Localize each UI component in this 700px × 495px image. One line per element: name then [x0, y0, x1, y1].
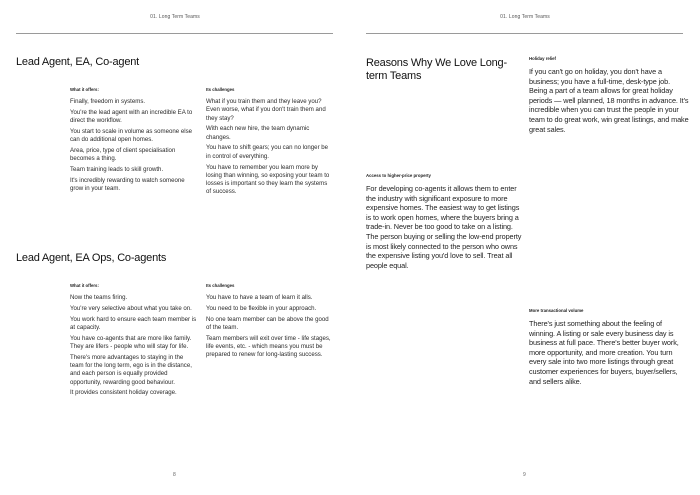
- running-head: 01. Long Term Teams: [500, 14, 550, 20]
- header-divider: [16, 33, 333, 34]
- reason-text: For developing co-agents it allows them to enter the industry with significant exposure to more expensive homes. The easiest way to get listings is to work open homes, where the buyers bring a trade-in. Never be too good to take on a listing. The person buying or selling the low-end property is most likely connected to the person who owns the expensive listing you'd love to sell. Treat all people equal.: [366, 184, 522, 270]
- challenge-item: You have to remember you learn more by losing than winning, so exposing your team to losses is important so they learn the systems of success.: [206, 163, 330, 196]
- challenge-item: You need to be flexible in your approach.: [206, 304, 317, 312]
- challenges-label: Its challenges: [206, 283, 235, 288]
- reason-transactional-volume: [529, 308, 687, 386]
- offers-label: What it offers:: [70, 87, 99, 92]
- reason-label: Holiday relief: [529, 56, 556, 61]
- reason-text: There's just something about the feeling of winning. A listing or sale every business day is business at full pace. There's better buyer work, more opportunity, and more creation. You turn every sale into two more listings through great customer experiences for buyers, buyer/sellers, and sellers alike.: [529, 319, 679, 386]
- offer-item: There's more advantages to staying in the team for the long term, ego is in the distance, and each person is equally provided opportunity, rewarding good behaviour.: [70, 353, 192, 386]
- reason-holiday-relief: [529, 56, 689, 134]
- reason-label: Access to higher-price property: [366, 173, 431, 178]
- header-divider: [366, 33, 683, 34]
- challenge-item: With each new hire, the team dynamic changes.: [206, 125, 310, 141]
- challenges-column: [206, 87, 334, 199]
- challenges-column: [206, 283, 334, 362]
- offers-column: [70, 87, 198, 196]
- page-number: 8: [173, 472, 176, 478]
- running-head: 01. Long Term Teams: [150, 14, 200, 20]
- challenge-item: No one team member can be above the good of the team.: [206, 315, 329, 331]
- offer-item: You start to scale in volume as someone else can do additional open homes.: [70, 127, 193, 144]
- offer-item: It provides consistent holiday coverage.: [70, 389, 177, 397]
- section-title-lead-agent-ea-coagent: Lead Agent, EA, Co-agent: [16, 56, 140, 68]
- offer-item: Area, price, type of client specialisation becomes a thing.: [70, 146, 176, 163]
- offer-item: You work hard to ensure each team member is at capacity.: [70, 315, 197, 331]
- reason-text: If you can't go on holiday, you don't have a business; you have a full-time, desk-type job. Being a part of a team allows for great holiday periods — well planned, 18 months in advance. It's incredible when you can trust the people in your team to do great work, win great listings, and make great sales.: [529, 67, 689, 134]
- challenge-item: Team members will exit over time - life stages, life events, etc. - which means you must be prepared to renew for long-lasting success.: [206, 334, 331, 359]
- offer-item: Now the teams firing.: [70, 294, 128, 301]
- challenge-item: You have to shift gears; you can no longer be in control of everything.: [206, 144, 329, 160]
- section-title-lead-agent-ea-ops-coagents: Lead Agent, EA Ops, Co-agents: [16, 252, 167, 264]
- page-title: Reasons Why We Love Long-term Teams: [366, 57, 507, 82]
- page-number: 9: [523, 472, 526, 478]
- offer-item: You're very selective about what you take on.: [70, 304, 192, 312]
- challenges-label: Its challenges: [206, 87, 235, 92]
- challenge-item: What if you train them and they leave you? Even worse, what if you don't train them and they stay?: [206, 98, 326, 122]
- offer-item: Finally, freedom in systems.: [70, 98, 146, 105]
- challenge-item: You have to have a team of learn it alls.: [206, 294, 313, 301]
- offer-item: It's incredibly rewarding to watch someone grow in your team.: [70, 176, 185, 193]
- offer-item: You're the lead agent with an incredible EA to direct the workflow.: [70, 108, 193, 125]
- offer-item: Team training leads to skill growth.: [70, 166, 164, 174]
- offers-label: What it offers:: [70, 283, 99, 288]
- reason-higher-price-property: [366, 173, 524, 270]
- right-page: [350, 0, 700, 495]
- reason-label: More transactional volume: [529, 308, 584, 313]
- offers-column: [70, 283, 198, 400]
- offer-item: You have co-agents that are more like family. They are lifers - people who will stay for life.: [70, 334, 192, 350]
